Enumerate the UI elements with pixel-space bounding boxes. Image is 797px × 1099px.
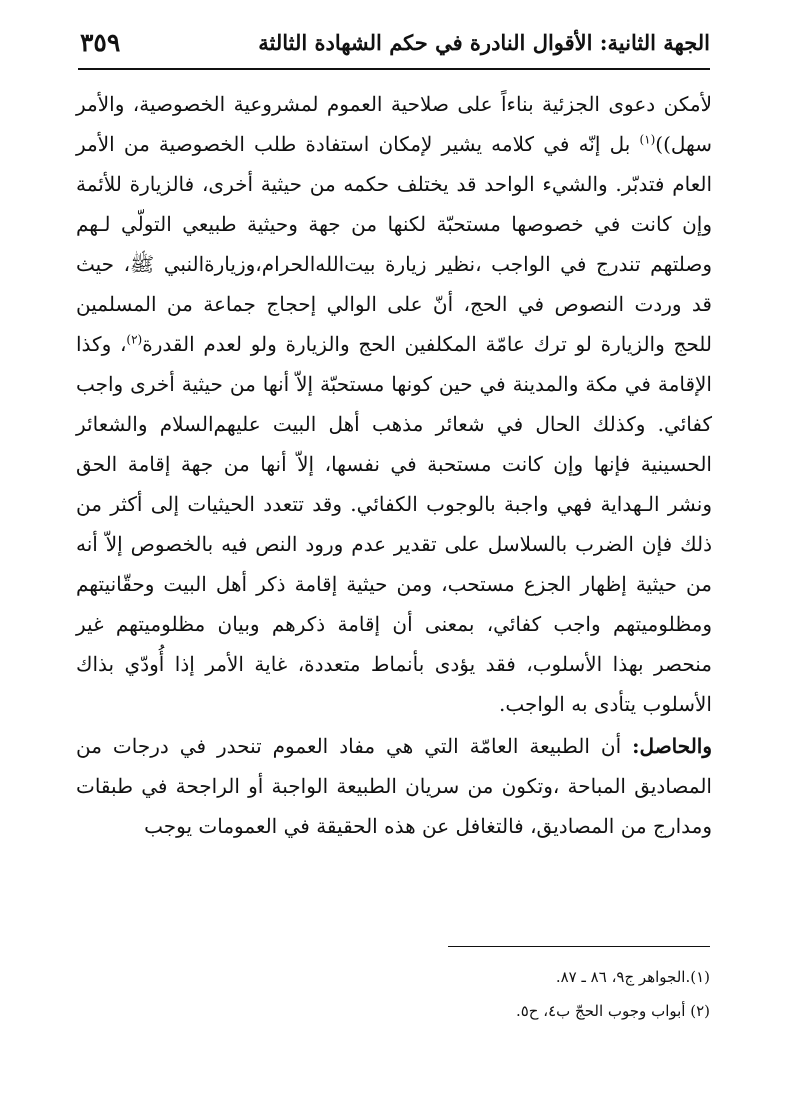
- paragraph-text: بل إنّه في كلامه يشير لإمكان استفادة طلب الخصوصية من الأمر العام فتدبّر. والشيء الواحد قد يختلف حكمه من حيثية أخرى، فالزيارة للأئمة وإن كانت في خصوصها مستحبّة لكنها من جهة وحيثية طبيعي التولّي لـهم وصلتهم تندرج في الواجب ،نظير زيارة بيت‌الله‌الحرام،وزيارةالنبي ﷺ، حيث قد وردت النصوص في الحج، أنّ على الوالي إحجاج جماعة من المسلمين للحج والزيارة لو ترك عامّة المكلفين الحج والزيارة ولو لعدم القدرة: [76, 132, 713, 356]
- main-text: [76, 84, 712, 846]
- footnote-1: (١).الجواهر ج٩، ٨٦ ـ ٨٧.: [555, 968, 710, 986]
- running-title: الجهة الثانية: الأقوال النادرة في حكم الشهادة الثالثة: [258, 30, 710, 55]
- footnote-ref-1[interactable]: (١): [639, 132, 656, 147]
- footnote-divider: [448, 946, 710, 947]
- footnote-2: (٢) أبواب وجوب الحجّ ب٤، ح٥.: [515, 1002, 710, 1020]
- paragraph: [76, 726, 712, 846]
- paragraph-lead: والحاصل:: [632, 734, 712, 758]
- page-number: ٣٥٩: [80, 28, 121, 57]
- footnote-ref-2[interactable]: (٢): [126, 332, 143, 347]
- paragraph-text: أن الطبيعة العامّة التي هي مفاد العموم تنحدر في درجات من المصاديق المباحة ،وتكون من سريان الطبيعة الواجبة أو الراجحة في طبقات ومدارج من المصاديق، فالتغافل عن هذه الحقيقة في العمومات يوجب: [76, 734, 712, 838]
- footnotes: [300, 960, 710, 1028]
- paragraph-text: ، وكذا الإقامة في مكة والمدينة في حين كونها مستحبّة إلاّ أنها من حيثية أخرى واجب كفائي. وكذلك الحال في شعائر مذهب أهل البيت عليهم‌السلام والشعائر الحسينية فإنها وإن كانت مستحبة في نفسها، إلاّ أنها من جهة إقامة الحق ونشر الـهداية فهي واجبة بالوجوب الكفائي. وقد تتعدد الحيثيات إلى أكثر من ذلك فإن الضرب بالسلاسل على تقدير عدم ورود النص فيه بالخصوص إلاّ أنه من حيثية إظهار الجزع مستحب، ومن حيثية إقامة ذكر أهل البيت وحقّانيتهم ومظلوميتهم واجب كفائي، بمعنى أن إقامة ذكرهم وبيان مظلوميتهم غير منحصر بهذا الأسلوب، فقد يؤدى بأنماط متعددة، غاية الأمر إذا أُودّي بذاك الأسلوب يتأدى به الواجب.: [76, 332, 712, 716]
- header-divider: [78, 68, 710, 70]
- paragraph-text: لأمكن دعوى الجزئية بناءاً على صلاحية العموم لمشروعية الخصوصية، والأمر سهل)): [76, 92, 712, 156]
- page-header: [78, 28, 710, 68]
- paragraph: [76, 84, 712, 724]
